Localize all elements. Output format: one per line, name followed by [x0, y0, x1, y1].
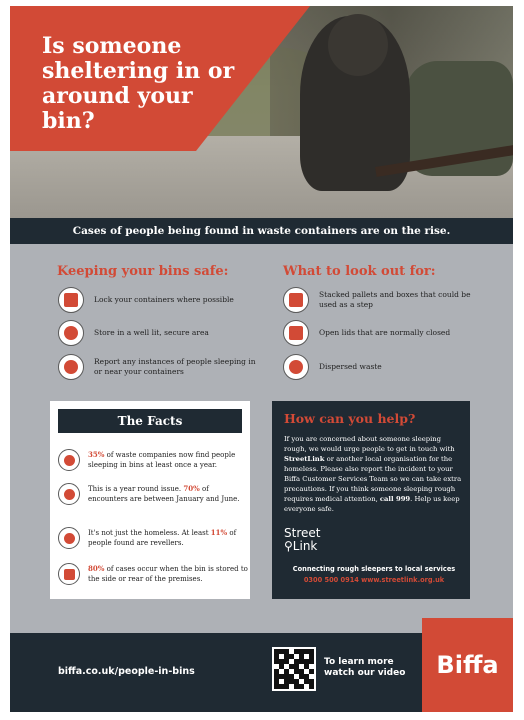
hero-title: Is someone sheltering in or around your bin? — [42, 33, 235, 134]
biffa-logo: Biffa — [422, 618, 513, 712]
poster — [10, 6, 513, 712]
qr-code[interactable] — [272, 647, 316, 691]
lightbulb-icon — [58, 320, 84, 346]
trend-up-icon — [58, 449, 80, 471]
streetlink-tagline: Connecting rough sleepers to local services — [292, 565, 456, 573]
seasons-icon — [58, 483, 80, 505]
lookout-heading: What to look out for: — [283, 264, 436, 279]
streetlink-logo: Street ⚲Link — [284, 526, 321, 553]
footer — [10, 633, 513, 712]
help-heading: How can you help? — [284, 411, 416, 426]
lookout-item-lids: Open lids that are normally closed — [283, 320, 479, 346]
safe-item-report: Report any instances of people sleeping in or near your containers — [58, 354, 259, 380]
pallets-icon — [283, 287, 309, 313]
video-cta: To learn more watch our video — [324, 657, 406, 678]
fact-item: 80% of cases occur when the bin is stored to the side or rear of the premises. — [58, 563, 248, 585]
lookout-item-pallets: Stacked pallets and boxes that could be used as a step — [283, 287, 474, 313]
streetlink-contact: 0300 500 0914 www.streetlink.org.uk — [303, 576, 445, 584]
fact-item: This is a year round issue. 70% of encounters are between January and June. — [58, 483, 248, 505]
facts-panel — [50, 401, 250, 599]
lock-icon — [58, 287, 84, 313]
facts-heading: The Facts — [58, 409, 242, 433]
hero-photo — [10, 6, 513, 218]
fact-item: 35% of waste companies now find people sleeping in bins at least once a year. — [58, 449, 248, 471]
safe-heading: Keeping your bins safe: — [57, 264, 229, 279]
fact-item: It's not just the homeless. At least 11% of people found are revellers. — [58, 527, 248, 549]
help-text: If you are concerned about someone sleeping rough, we would urge people to get in touch with StreetLink or another local organisation for the homeless. Please also report the incident to your Biffa Customer Services Team so we can take extra precautions. If you think someone sleeping rough requires medical attention, call 999. Help us keep everyone safe. — [284, 435, 462, 513]
help-panel — [272, 401, 470, 599]
person-icon — [58, 527, 80, 549]
waste-bag-icon — [283, 354, 309, 380]
rise-banner: Cases of people being found in waste containers are on the rise. — [10, 218, 513, 244]
building-icon — [58, 563, 80, 585]
safe-item-light: Store in a well lit, secure area — [58, 320, 254, 346]
campaign-url[interactable]: biffa.co.uk/people-in-bins — [58, 666, 195, 677]
lookout-item-waste: Dispersed waste — [283, 354, 469, 380]
safe-item-lock: Lock your containers where possible — [58, 287, 234, 313]
bin-lid-icon — [283, 320, 309, 346]
phone-icon — [58, 354, 84, 380]
